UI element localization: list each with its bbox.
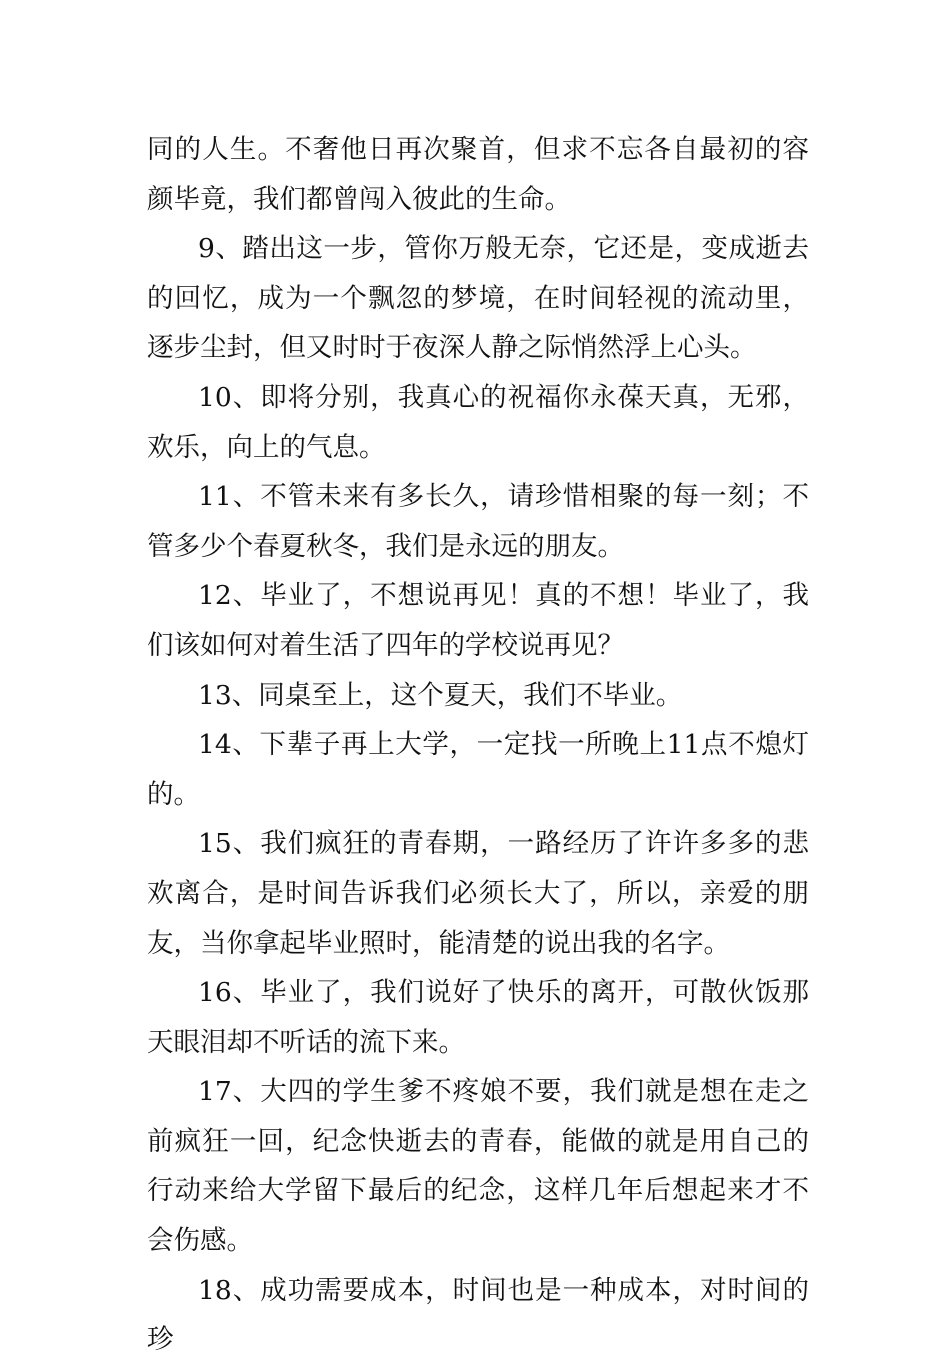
paragraph-continued: 同的人生。不奢他日再次聚首，但求不忘各自最初的容颜毕竟，我们都曾闯入彼此的生命。 (147, 134, 809, 215)
paragraph-10: 10、即将分别，我真心的祝福你永葆天真，无邪，欢乐，向上的气息。 (147, 381, 809, 463)
paragraph-16: 16、毕业了，我们说好了快乐的离开，可散伙饭那天眼泪却不听话的流下来。 (147, 977, 809, 1058)
paragraph-15: 15、我们疯狂的青春期，一路经历了许许多多的悲欢离合，是时间告诉我们必须长大了，所以，亲爱的朋友，当你拿起毕业照时，能清楚的说出我的名字。 (147, 828, 809, 959)
paragraph-12: 12、毕业了，不想说再见！真的不想！毕业了，我们该如何对着生活了四年的学校说再见？ (147, 580, 809, 661)
paragraph-14: 14、下辈子再上大学，一定找一所晚上11点不熄灯的。 (147, 729, 809, 810)
document-body (147, 125, 809, 1365)
paragraph-13: 13、同桌至上，这个夏天，我们不毕业。 (198, 679, 683, 711)
paragraph-17: 17、大四的学生爹不疼娘不要，我们就是想在走之前疯狂一回，纪念快逝去的青春，能做的就是用自己的行动来给大学留下最后的纪念，这样几年后想起来才不会伤感。 (147, 1076, 809, 1257)
paragraph-18: 18、成功需要成本，时间也是一种成本，对时间的珍 (147, 1274, 809, 1356)
paragraph-11: 11、不管未来有多长久，请珍惜相聚的每一刻；不管多少个春夏秋冬，我们是永远的朋友。 (147, 481, 809, 562)
paragraph-9: 9、踏出这一步，管你万般无奈，它还是，变成逝去的回忆，成为一个飘忽的梦境，在时间轻视的流动里，逐步尘封，但又时时于夜深人静之际悄然浮上心头。 (147, 233, 809, 364)
